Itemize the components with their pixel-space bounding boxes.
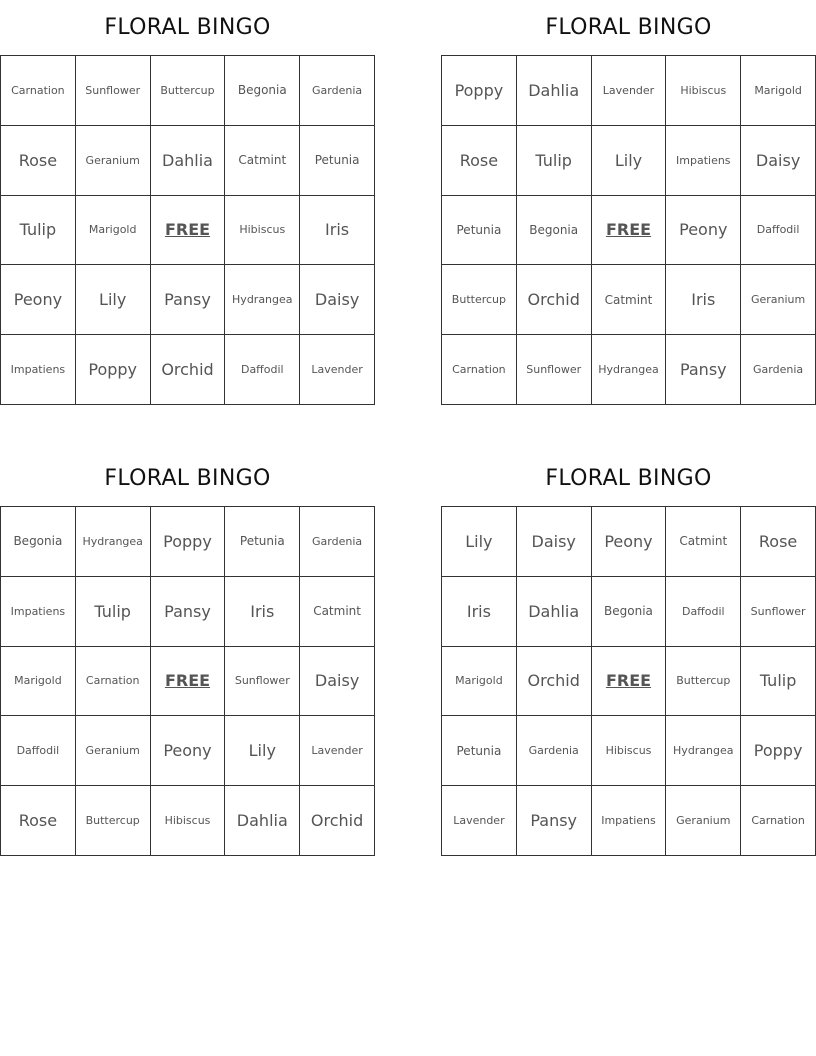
- bingo-cell: Daisy: [300, 265, 375, 335]
- bingo-card: [441, 0, 816, 405]
- free-space: FREE: [592, 647, 667, 717]
- bingo-cell: Tulip: [517, 126, 592, 196]
- bingo-cell: Hibiscus: [592, 716, 667, 786]
- bingo-cell: Tulip: [76, 577, 151, 647]
- bingo-cell: Orchid: [300, 786, 375, 856]
- bingo-cell: Gardenia: [300, 507, 375, 577]
- bingo-cell: Orchid: [151, 335, 226, 405]
- bingo-card: [0, 0, 375, 405]
- free-space: FREE: [151, 196, 226, 266]
- bingo-cell: Catmint: [300, 577, 375, 647]
- bingo-grid: [0, 506, 375, 856]
- bingo-cell: Peony: [666, 196, 741, 266]
- bingo-cell: Lily: [76, 265, 151, 335]
- bingo-cell: Sunflower: [741, 577, 816, 647]
- bingo-cell: Lavender: [442, 786, 517, 856]
- free-space: FREE: [592, 196, 667, 266]
- bingo-cell: Carnation: [1, 56, 76, 126]
- bingo-cell: Lavender: [300, 335, 375, 405]
- bingo-cell: Catmint: [666, 507, 741, 577]
- bingo-cell: Poppy: [76, 335, 151, 405]
- bingo-cell: Sunflower: [225, 647, 300, 717]
- bingo-cell: Buttercup: [666, 647, 741, 717]
- bingo-cell: Peony: [1, 265, 76, 335]
- bingo-cell: Daffodil: [666, 577, 741, 647]
- bingo-cell: Dahlia: [151, 126, 226, 196]
- bingo-cell: Daffodil: [1, 716, 76, 786]
- bingo-cell: Daisy: [517, 507, 592, 577]
- bingo-cell: Rose: [442, 126, 517, 196]
- bingo-cell: Lavender: [592, 56, 667, 126]
- bingo-cell: Buttercup: [151, 56, 226, 126]
- card-title: FLORAL BINGO: [545, 15, 712, 40]
- bingo-cell: Impatiens: [592, 786, 667, 856]
- bingo-cell: Dahlia: [517, 577, 592, 647]
- bingo-cell: Geranium: [666, 786, 741, 856]
- bingo-cell: Dahlia: [517, 56, 592, 126]
- card-title: FLORAL BINGO: [104, 15, 271, 40]
- bingo-cell: Impatiens: [1, 335, 76, 405]
- bingo-cell: Peony: [592, 507, 667, 577]
- bingo-cell: Gardenia: [300, 56, 375, 126]
- bingo-cell: Begonia: [1, 507, 76, 577]
- bingo-card: [441, 451, 816, 856]
- bingo-cell: Pansy: [517, 786, 592, 856]
- bingo-cell: Marigold: [741, 56, 816, 126]
- bingo-cell: Dahlia: [225, 786, 300, 856]
- bingo-cell: Begonia: [225, 56, 300, 126]
- bingo-cell: Iris: [225, 577, 300, 647]
- bingo-cell: Petunia: [442, 716, 517, 786]
- bingo-cell: Tulip: [1, 196, 76, 266]
- bingo-cell: Hydrangea: [592, 335, 667, 405]
- bingo-cell: Marigold: [76, 196, 151, 266]
- bingo-cell: Geranium: [76, 126, 151, 196]
- bingo-cell: Impatiens: [666, 126, 741, 196]
- bingo-cell: Marigold: [1, 647, 76, 717]
- bingo-grid: [441, 506, 816, 856]
- bingo-cell: Peony: [151, 716, 226, 786]
- bingo-cell: Buttercup: [442, 265, 517, 335]
- bingo-cell: Rose: [741, 507, 816, 577]
- bingo-cell: Iris: [442, 577, 517, 647]
- bingo-cell: Hibiscus: [666, 56, 741, 126]
- bingo-cell: Buttercup: [76, 786, 151, 856]
- bingo-cell: Begonia: [592, 577, 667, 647]
- bingo-cell: Rose: [1, 786, 76, 856]
- bingo-grid: [0, 55, 375, 405]
- bingo-cell: Petunia: [300, 126, 375, 196]
- bingo-cell: Catmint: [225, 126, 300, 196]
- bingo-cell: Geranium: [741, 265, 816, 335]
- bingo-cell: Lily: [592, 126, 667, 196]
- bingo-cell: Carnation: [442, 335, 517, 405]
- bingo-cell: Geranium: [76, 716, 151, 786]
- bingo-cell: Rose: [1, 126, 76, 196]
- card-title: FLORAL BINGO: [104, 466, 271, 491]
- bingo-cell: Poppy: [442, 56, 517, 126]
- bingo-cell: Petunia: [225, 507, 300, 577]
- bingo-cell: Petunia: [442, 196, 517, 266]
- bingo-cell: Gardenia: [741, 335, 816, 405]
- bingo-cell: Marigold: [442, 647, 517, 717]
- bingo-card: [0, 451, 375, 856]
- bingo-cell: Sunflower: [517, 335, 592, 405]
- card-title: FLORAL BINGO: [545, 466, 712, 491]
- bingo-cell: Poppy: [741, 716, 816, 786]
- bingo-cell: Hydrangea: [225, 265, 300, 335]
- bingo-cell: Iris: [300, 196, 375, 266]
- bingo-cell: Gardenia: [517, 716, 592, 786]
- bingo-cell: Orchid: [517, 647, 592, 717]
- bingo-cell: Hibiscus: [151, 786, 226, 856]
- bingo-cell: Daffodil: [225, 335, 300, 405]
- bingo-cell: Hydrangea: [76, 507, 151, 577]
- bingo-cell: Catmint: [592, 265, 667, 335]
- bingo-grid: [441, 55, 816, 405]
- bingo-cell: Pansy: [666, 335, 741, 405]
- bingo-cell: Impatiens: [1, 577, 76, 647]
- bingo-cell: Carnation: [741, 786, 816, 856]
- bingo-cell: Carnation: [76, 647, 151, 717]
- bingo-cell: Daisy: [300, 647, 375, 717]
- bingo-cell: Orchid: [517, 265, 592, 335]
- bingo-cell: Iris: [666, 265, 741, 335]
- bingo-cell: Begonia: [517, 196, 592, 266]
- bingo-cell: Daffodil: [741, 196, 816, 266]
- free-space: FREE: [151, 647, 226, 717]
- bingo-cell: Tulip: [741, 647, 816, 717]
- bingo-cell: Pansy: [151, 577, 226, 647]
- bingo-cell: Hibiscus: [225, 196, 300, 266]
- bingo-cell: Lily: [442, 507, 517, 577]
- bingo-cell: Poppy: [151, 507, 226, 577]
- bingo-cell: Hydrangea: [666, 716, 741, 786]
- bingo-cell: Lily: [225, 716, 300, 786]
- bingo-cell: Pansy: [151, 265, 226, 335]
- bingo-cell: Lavender: [300, 716, 375, 786]
- bingo-cell: Daisy: [741, 126, 816, 196]
- bingo-cell: Sunflower: [76, 56, 151, 126]
